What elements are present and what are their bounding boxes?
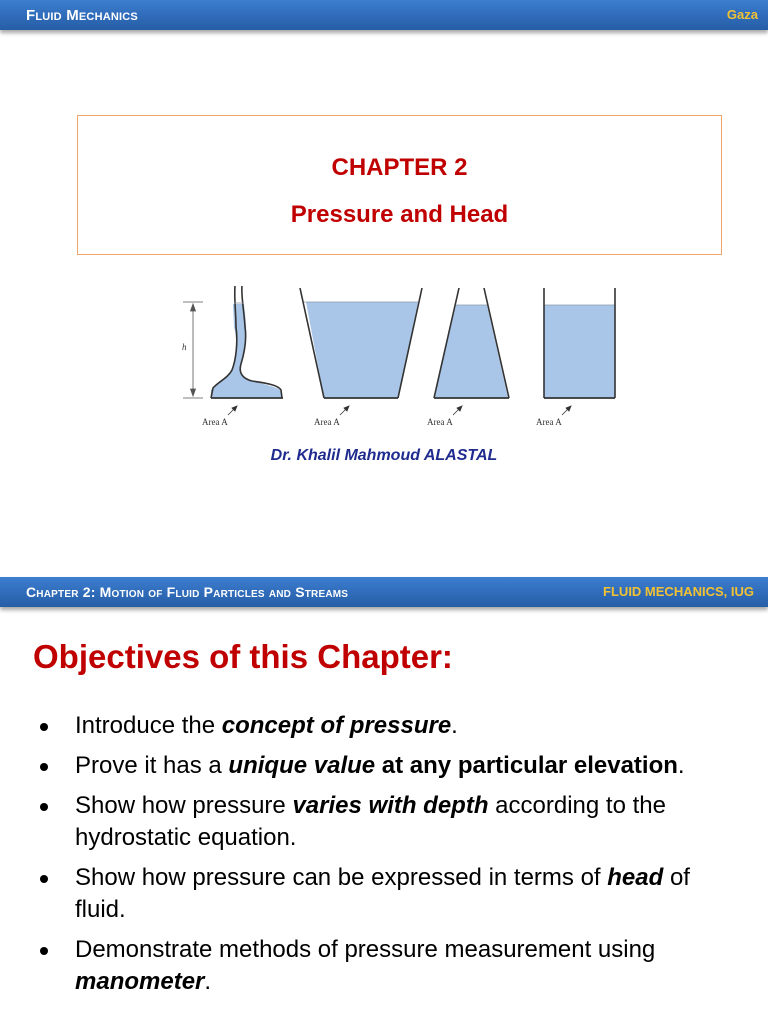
hydrostatic-paradox-figure — [178, 282, 624, 432]
svg-text:Area A: Area A — [536, 417, 562, 427]
svg-text:Area A: Area A — [314, 417, 340, 427]
objective-text: . — [204, 968, 212, 995]
bullet-icon — [40, 803, 48, 811]
objective-text: head — [607, 864, 664, 891]
header-chapter-title: Chapter 2: Motion of Fluid Particles and Streams — [26, 584, 349, 600]
objective-item — [36, 750, 736, 782]
objective-text: Demonstrate methods of pressure measurement using — [75, 936, 656, 963]
bullet-icon — [40, 947, 48, 955]
objective-text: of fluid. — [75, 864, 690, 923]
objective-text: unique value — [228, 752, 376, 779]
svg-text:Area A: Area A — [427, 417, 453, 427]
author-name: Dr. Khalil Mahmoud ALASTAL — [270, 447, 498, 464]
objective-text: . — [677, 752, 685, 779]
objective-text: manometer — [75, 968, 205, 995]
area-arrow-icons — [228, 406, 571, 415]
slide2-header-bar — [0, 577, 768, 607]
bullet-icon — [40, 763, 48, 771]
objective-text: Prove it has a — [75, 752, 229, 779]
objective-text: Show how pressure — [75, 792, 293, 819]
objective-text: Show how pressure can be expressed in terms of — [75, 864, 608, 891]
objective-text: Introduce the — [75, 712, 222, 739]
rectangular-vessel-icon — [544, 288, 615, 398]
header-location: Gaza — [726, 7, 758, 22]
objective-item — [36, 710, 736, 742]
bullet-icon — [40, 875, 48, 883]
objectives-list — [36, 710, 736, 1006]
header-course-title: Fluid Mechanics — [26, 7, 138, 24]
header-course-institution: FLUID MECHANICS, IUG — [603, 584, 754, 599]
objectives-heading: Objectives of this Chapter: — [33, 638, 453, 675]
svg-text:h: h — [182, 342, 187, 352]
objective-text: concept of pressure — [221, 712, 452, 739]
chapter-number: CHAPTER 2 — [331, 154, 468, 181]
irregular-vessel-icon — [211, 286, 283, 398]
chapter-title-box — [77, 115, 722, 255]
objective-text: . — [451, 712, 458, 739]
slide1-header-bar — [0, 0, 768, 30]
objective-item — [36, 934, 736, 998]
objective-item — [36, 790, 736, 854]
objective-text: according to the hydrostatic equation. — [75, 792, 666, 851]
narrow-top-vessel-icon — [434, 288, 509, 398]
objective-text: at any particular elevation — [375, 752, 678, 779]
objective-item — [36, 862, 736, 926]
objective-text: varies with depth — [292, 792, 489, 819]
wide-top-vessel-icon — [300, 288, 422, 398]
svg-text:Area A: Area A — [202, 417, 228, 427]
bullet-icon — [40, 723, 48, 731]
chapter-subtitle: Pressure and Head — [290, 201, 509, 228]
